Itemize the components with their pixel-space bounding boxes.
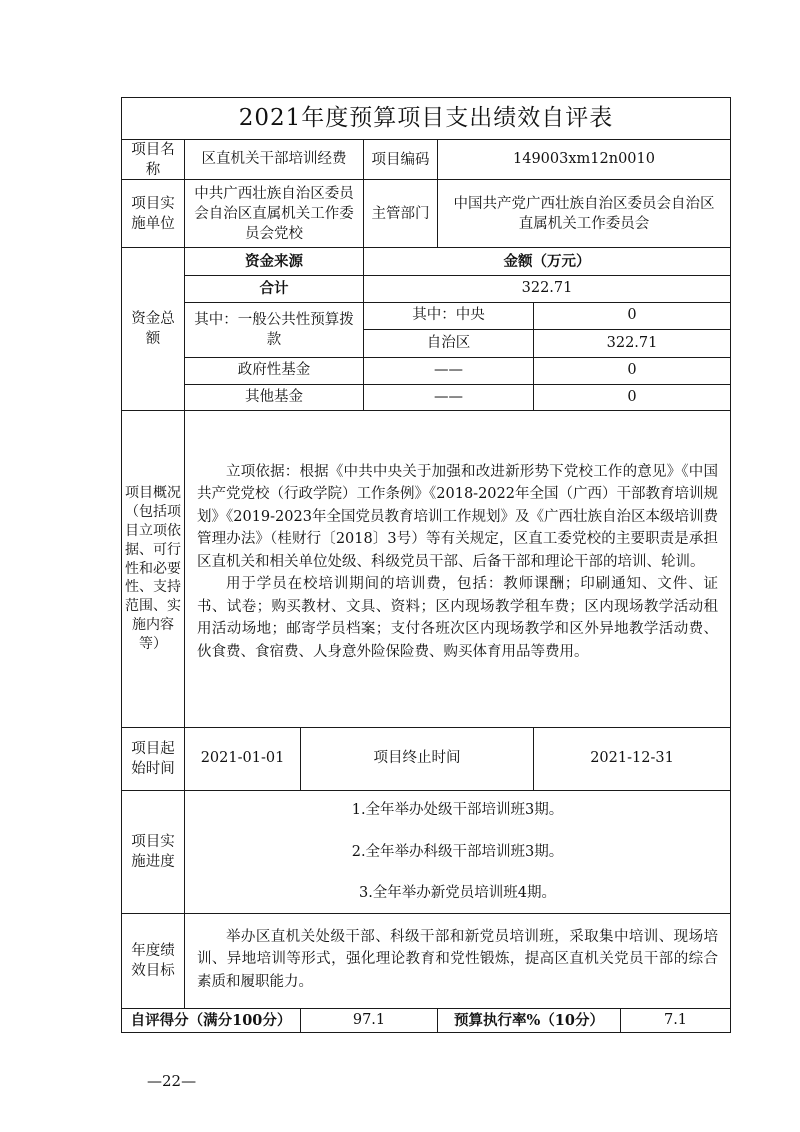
- page-number: —22—: [147, 1072, 197, 1090]
- funds-total-row-value: 322.71: [363, 275, 731, 303]
- funds-source-header: 资金来源: [184, 247, 364, 276]
- other-fund-value: 0: [533, 384, 731, 411]
- progress-item: 2.全年举办科级干部培训班3期。: [351, 843, 564, 860]
- progress-item: 1.全年举办处级干部培训班3期。: [351, 802, 564, 819]
- budget-rate-label: 预算执行率%（10分）: [437, 1008, 621, 1033]
- start-time-label: 项目起始时间: [121, 727, 185, 791]
- region-label: 自治区: [363, 329, 534, 358]
- overview-label: 项目概况（包括项目立项依据、可行性和必要性、支持范围、实施内容等）: [121, 410, 185, 728]
- progress-item: 3.全年举办新党员培训班4期。: [358, 884, 557, 901]
- overview-content: [184, 410, 731, 728]
- other-fund-dash: ——: [363, 384, 534, 411]
- gov-fund-label: 政府性基金: [184, 357, 364, 385]
- goals-text: 举办区直机关处级干部、科级干部和新党员培训班，采取集中培训、现场培训、异地培训等形式，强化理论教育和党性锻炼，提高区直机关党员干部的综合素质和履职能力。: [197, 929, 718, 990]
- start-time-value: 2021-01-01: [184, 727, 301, 791]
- central-value: 0: [533, 302, 731, 330]
- project-code-label: 项目编码: [363, 139, 438, 180]
- funds-total-label: 资金总额: [121, 247, 185, 411]
- funds-amount-header: 金额（万元）: [363, 247, 731, 276]
- central-label: 其中：中央: [363, 302, 534, 330]
- progress-label: 项目实施进度: [121, 790, 185, 914]
- budget-rate-value: 7.1: [620, 1008, 731, 1033]
- region-value: 322.71: [533, 329, 731, 358]
- project-name-label: 项目名称: [121, 139, 185, 180]
- implementing-unit-label: 项目实施单位: [121, 179, 185, 248]
- end-time-label: 项目终止时间: [300, 727, 534, 791]
- implementing-unit-value: 中共广西壮族自治区委员会自治区直属机关工作委员会党校: [184, 179, 364, 248]
- goals-label: 年度绩效目标: [121, 913, 185, 1009]
- goals-content: [184, 913, 731, 1009]
- supervising-dept-value: 中国共产党广西壮族自治区委员会自治区直属机关工作委员会: [437, 179, 731, 248]
- project-name-value: 区直机关干部培训经费: [184, 139, 364, 180]
- score-label: 自评得分（满分100分）: [121, 1008, 301, 1033]
- funds-total-row-label: 合计: [184, 275, 364, 303]
- general-budget-label: 其中：一般公共性预算拨款: [184, 302, 364, 358]
- score-value: 97.1: [300, 1008, 438, 1033]
- overview-para-2: 用于学员在校培训期间的培训费，包括：教师课酬；印刷通知、文件、证书、试卷；购买教材、文具、资料；区内现场教学租车费；区内现场教学活动租用活动场地；邮寄学员档案；支付各班次区内现场教学和区外异地教学活动费、伙食费、食宿费、人身意外险保险费、购买体育用品等费用。: [197, 576, 718, 660]
- gov-fund-dash: ——: [363, 357, 534, 385]
- table-title: 2021年度预算项目支出绩效自评表: [121, 97, 731, 140]
- project-code-value: 149003xm12n0010: [437, 139, 731, 180]
- overview-para-1: 立项依据：根据《中共中央关于加强和改进新形势下党校工作的意见》《中国共产党党校（行政学院）工作条例》《2018-2022年全国（广西）干部教育培训规划》《2019-2023年全国党员教育培训工作规划》及《广西壮族自治区本级培训费管理办法》（桂财行〔2018〕3号）等有关规定，区直工委党校的主要职责是承担区直机关和相关单位处级、科级党员干部、后备干部和理论干部的培训、轮训。: [197, 464, 718, 570]
- progress-list: [184, 790, 731, 914]
- gov-fund-value: 0: [533, 357, 731, 385]
- end-time-value: 2021-12-31: [533, 727, 731, 791]
- supervising-dept-label: 主管部门: [363, 179, 438, 248]
- other-fund-label: 其他基金: [184, 384, 364, 411]
